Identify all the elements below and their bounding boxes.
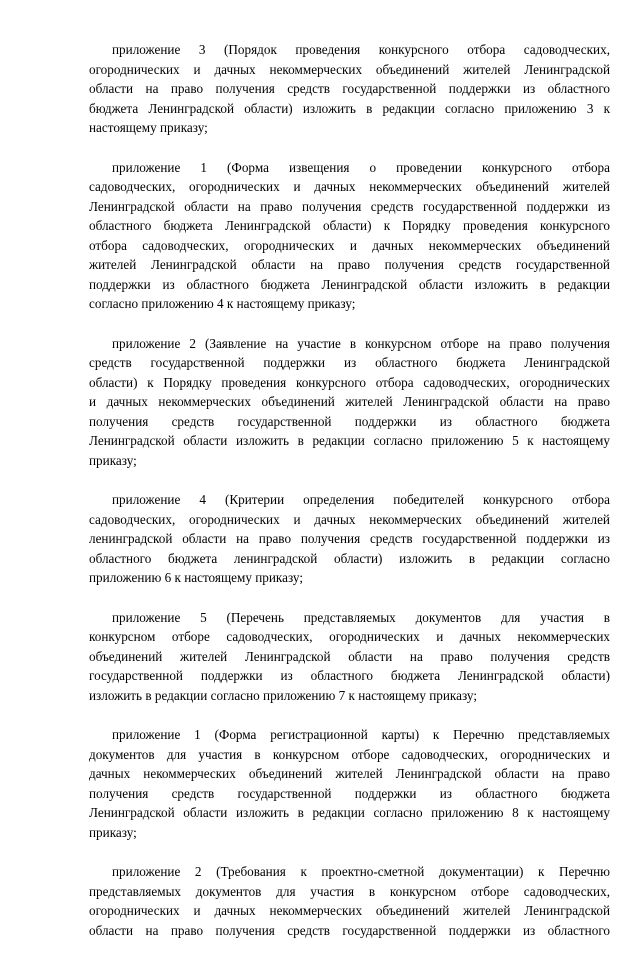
text-line: приложение 2 (Требования к проектно-сметной документации) к Перечню (112, 864, 610, 879)
text-line: получения средств государственной поддержки из областного бюджета (89, 413, 610, 429)
text-line: Ленинградской области изложить в редакции согласно приложению 5 к настоящему (89, 433, 610, 448)
text-line: представляемых документов для участия в конкурсном отборе садоводческих, (89, 883, 610, 899)
text-line: Ленинградской области на право получения средств государственной поддержки из (89, 198, 610, 214)
text-line: объединений жителей Ленинградской области на право получения средств (89, 648, 610, 664)
text-line: документов для участия в конкурсном отборе садоводческих, огороднических и (89, 746, 610, 762)
paragraph-list (89, 40, 610, 940)
text-line: огороднических и дачных некоммерческих объединений жителей Ленинградской (89, 61, 610, 77)
paragraph (89, 158, 610, 314)
text-line: поддержки из областного бюджета Ленинградской области изложить в редакции (89, 276, 610, 292)
text-line: областного бюджета Ленинградской области) к Порядку проведения конкурсного (89, 218, 610, 233)
text-line: жителей Ленинградской области на право получения средств государственной (89, 257, 610, 272)
text-line: средств государственной поддержки из областного бюджета Ленинградской (89, 355, 610, 370)
paragraph (89, 725, 610, 842)
paragraph (89, 40, 610, 138)
text-line: отбора садоводческих, огороднических и дачных некоммерческих объединений (89, 237, 610, 253)
text-line: огороднических и дачных некоммерческих объединений жителей Ленинградской (89, 903, 610, 918)
paragraph (89, 490, 610, 588)
text-line: приложение 2 (Заявление на участие в конкурсном отборе на право получения (112, 335, 610, 351)
text-line: приложение 1 (Форма извещения о проведении конкурсного отбора (112, 159, 610, 175)
text-line: приложение 1 (Форма регистрационной карты) к Перечню представляемых (112, 727, 610, 742)
paragraph (89, 862, 610, 940)
text-line: области) к Порядку проведения конкурсного отбора садоводческих, огороднических (89, 374, 610, 390)
text-line: приложение 5 (Перечень представляемых документов для участия в (112, 609, 610, 625)
text-line: приложение 4 (Критерии определения победителей конкурсного отбора (112, 492, 610, 507)
text-line: государственной поддержки из областного бюджета Ленинградской области) (89, 668, 610, 683)
text-line: согласно приложению 4 к настоящему приказу; (89, 296, 356, 311)
paragraph (89, 334, 610, 471)
text-line: ленинградской области на право получения средств государственной поддержки из (89, 531, 610, 546)
text-line: получения средств государственной поддержки из областного бюджета (89, 785, 610, 801)
text-line: области на право получения средств государственной поддержки из областного (89, 922, 610, 938)
text-line: дачных некоммерческих объединений жителей Ленинградской области на право (89, 766, 610, 781)
document-page (89, 40, 610, 960)
text-line: приложению 6 к настоящему приказу; (89, 570, 303, 585)
text-line: бюджета Ленинградской области) изложить в редакции согласно приложению 3 к (89, 100, 610, 116)
text-line: настоящему приказу; (89, 120, 208, 135)
text-line: садоводческих, огороднических и дачных некоммерческих объединений жителей (89, 179, 610, 194)
text-line: конкурсном отборе садоводческих, огороднических и дачных некоммерческих (89, 629, 610, 644)
text-line: области на право получения средств государственной поддержки из областного (89, 81, 610, 96)
text-line: приказу; (89, 824, 137, 840)
text-line: Ленинградской области изложить в редакции согласно приложению 8 к настоящему (89, 805, 610, 820)
text-line: и дачных некоммерческих объединений жителей Ленинградской области на право (89, 394, 610, 409)
text-line: приложение 3 (Порядок проведения конкурсного отбора садоводческих, (112, 42, 610, 57)
text-line: садоводческих, огороднических и дачных некоммерческих объединений жителей (89, 511, 610, 527)
text-line: областного бюджета ленинградской области) изложить в редакции согласно (89, 550, 610, 566)
text-line: приказу; (89, 452, 137, 468)
text-line: изложить в редакции согласно приложению 7 к настоящему приказу; (89, 687, 478, 703)
paragraph (89, 608, 610, 706)
